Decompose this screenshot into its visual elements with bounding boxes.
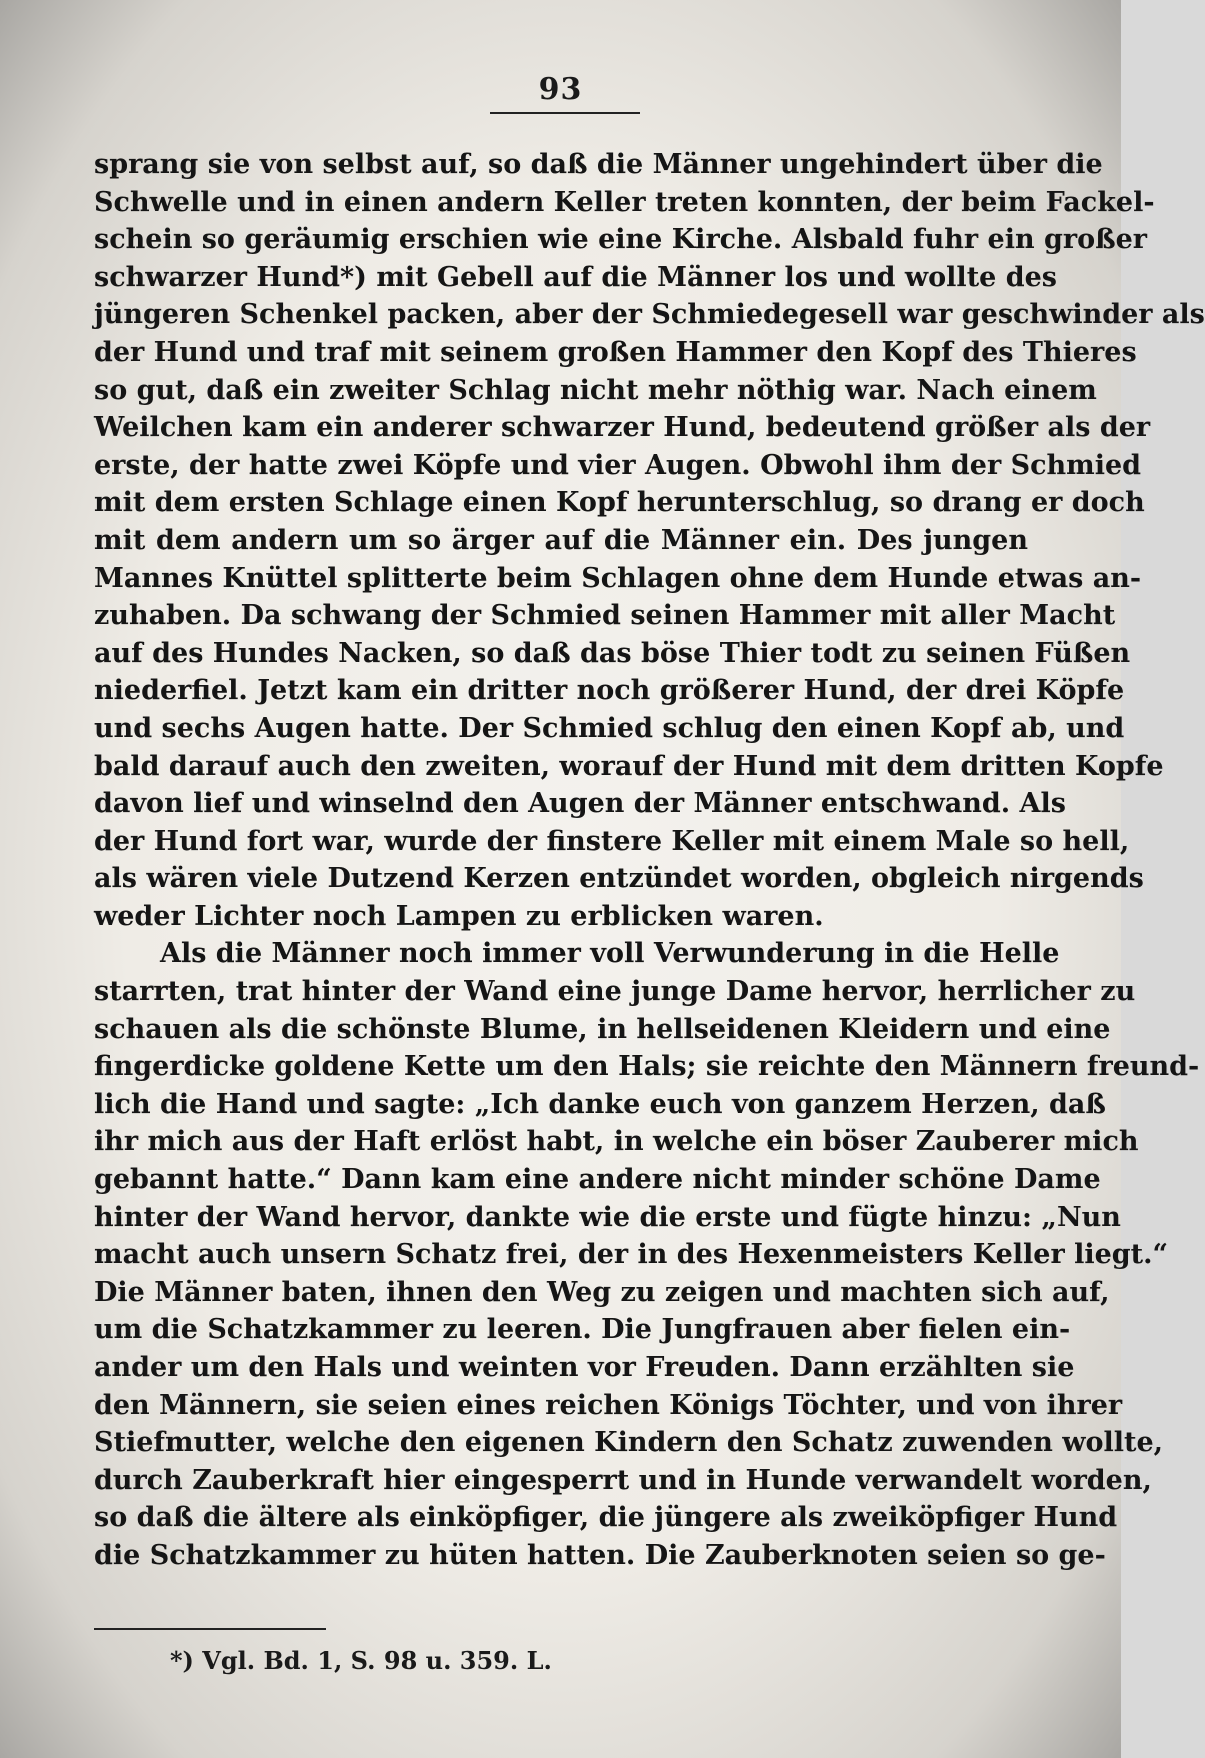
text-line: Als die Männer noch immer voll Verwunderung in die Helle: [160, 938, 1060, 970]
text-line: der Hund und traf mit seinem großen Hammer den Kopf des Thieres: [94, 336, 1137, 368]
text-line: fingerdicke goldene Kette um den Hals; sie reichte den Männern freund-: [94, 1051, 1200, 1083]
text-line: erste, der hatte zwei Köpfe und vier Augen. Obwohl ihm der Schmied: [94, 449, 1142, 481]
text-line: weder Lichter noch Lampen zu erblicken waren.: [94, 900, 824, 932]
body-text: [94, 146, 1205, 1575]
text-line: um die Schatzkammer zu leeren. Die Jungfrauen aber fielen ein-: [94, 1314, 1071, 1346]
text-line: starrten, trat hinter der Wand eine junge Dame hervor, herrlicher zu: [94, 976, 1136, 1008]
text-line: davon lief und winselnd den Augen der Männer entschwand. Als: [94, 788, 1066, 820]
text-line: bald darauf auch den zweiten, worauf der Hund mit dem dritten Kopfe: [94, 750, 1164, 782]
text-line: und sechs Augen hatte. Der Schmied schlug den einen Kopf ab, und: [94, 712, 1125, 744]
text-line: macht auch unsern Schatz frei, der in des Hexenmeisters Keller liegt.“: [94, 1239, 1169, 1271]
text-line: schein so geräumig erschien wie eine Kirche. Alsbald fuhr ein großer: [94, 224, 1148, 256]
page-number-rule: [490, 112, 640, 114]
text-line: auf des Hundes Nacken, so daß das böse Thier todt zu seinen Füßen: [94, 637, 1131, 669]
text-line: gebannt hatte.“ Dann kam eine andere nicht minder schöne Dame: [94, 1164, 1101, 1196]
text-line: niederfiel. Jetzt kam ein dritter noch größerer Hund, der drei Köpfe: [94, 675, 1125, 707]
text-line: schauen als die schönste Blume, in hellseidenen Kleidern und eine: [94, 1013, 1111, 1045]
text-line: sprang sie von selbst auf, so daß die Männer ungehindert über die: [94, 149, 1103, 180]
text-line: so gut, daß ein zweiter Schlag nicht mehr nöthig war. Nach einem: [94, 374, 1097, 406]
text-line: ihr mich aus der Haft erlöst habt, in welche ein böser Zauberer mich: [94, 1126, 1139, 1158]
text-line: als wären viele Dutzend Kerzen entzündet worden, obgleich nirgends: [94, 863, 1144, 895]
text-line: Schwelle und in einen andern Keller treten konnten, der beim Fackel-: [94, 186, 1155, 218]
text-line: zuhaben. Da schwang der Schmied seinen Hammer mit aller Macht: [94, 600, 1116, 632]
footnote: *) Vgl. Bd. 1, S. 98 u. 359. L.: [170, 1646, 552, 1675]
text-line: lich die Hand und sagte: „Ich danke euch von ganzem Herzen, daß: [94, 1088, 1106, 1120]
text-line: die Schatzkammer zu hüten hatten. Die Zauberknoten seien so ge-: [94, 1539, 1106, 1571]
text-line: mit dem ersten Schlage einen Kopf herunterschlug, so drang er doch: [94, 487, 1145, 519]
text-line: jüngeren Schenkel packen, aber der Schmiedegesell war geschwinder als: [94, 299, 1205, 331]
text-line: so daß die ältere als einköpfiger, die jüngere als zweiköpfiger Hund: [94, 1502, 1118, 1534]
text-line: mit dem andern um so ärger auf die Männer ein. Des jungen: [94, 524, 1028, 556]
text-line: der Hund fort war, wurde der finstere Keller mit einem Male so hell,: [94, 825, 1130, 857]
text-line: schwarzer Hund*) mit Gebell auf die Männer los und wollte des: [94, 261, 1057, 293]
text-line: den Männern, sie seien eines reichen Königs Töchter, und von ihrer: [94, 1389, 1123, 1421]
text-line: hinter der Wand hervor, dankte wie die erste und fügte hinzu: „Nun: [94, 1201, 1121, 1233]
footnote-rule: [94, 1628, 326, 1630]
page-number: 93: [538, 72, 583, 107]
text-line: ander um den Hals und weinten vor Freuden. Dann erzählten sie: [94, 1352, 1075, 1383]
text-line: durch Zauberkraft hier eingesperrt und in Hunde verwandelt worden,: [94, 1464, 1152, 1496]
text-line: Weilchen kam ein anderer schwarzer Hund, bedeutend größer als der: [94, 412, 1151, 444]
text-line: Mannes Knüttel splitterte beim Schlagen ohne dem Hunde etwas an-: [94, 562, 1142, 594]
text-line: Stiefmutter, welche den eigenen Kindern den Schatz zuwenden wollte,: [94, 1427, 1164, 1459]
text-line: Die Männer baten, ihnen den Weg zu zeigen und machten sich auf,: [94, 1276, 1110, 1308]
